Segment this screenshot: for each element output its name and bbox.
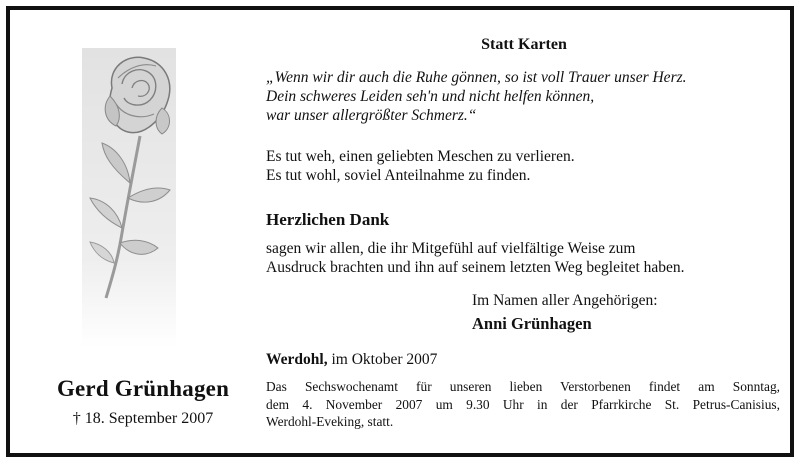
page-title: Statt Karten	[481, 36, 567, 53]
loss-line: Es tut wohl, soviel Anteilnahme zu finden.	[266, 167, 531, 184]
notice-line: Werdohl-Eveking, statt.	[266, 414, 394, 429]
obituary-card	[6, 6, 794, 457]
service-notice	[266, 378, 780, 431]
quote-line: war unser allergrößter Schmerz.“	[266, 107, 477, 124]
loss-paragraph	[266, 147, 786, 185]
memorial-quote	[266, 68, 786, 125]
rose-illustration	[82, 48, 176, 348]
town-name: Werdohl,	[266, 351, 328, 368]
place-date	[266, 351, 437, 369]
quote-line: „Wenn wir dir auch die Ruhe gönnen, so ist voll Trauer unser Herz.	[266, 69, 687, 86]
loss-line: Es tut weh, einen geliebten Meschen zu verlieren.	[266, 148, 575, 165]
thanks-line: Ausdruck brachten und ihn auf seinem letzten Weg begleitet haben.	[266, 259, 685, 276]
thanks-line: sagen wir allen, die ihr Mitgefühl auf vielfältige Weise zum	[266, 240, 636, 257]
signer-name: Anni Grünhagen	[472, 314, 592, 333]
thanks-heading: Herzlichen Dank	[266, 210, 390, 229]
quote-line: Dein schweres Leiden seh'n und nicht helfen können,	[266, 88, 595, 105]
thanks-paragraph	[266, 239, 786, 277]
death-date: † 18. September 2007	[72, 410, 214, 427]
notice-line: Das Sechswochenamt für unseren lieben Verstorbenen findet am Sonntag,	[266, 379, 780, 394]
notice-line: dem 4. November 2007 um 9.30 Uhr in der Pfarrkirche St. Petrus-Canisius,	[266, 396, 780, 412]
announcement-date: im Oktober 2007	[327, 351, 438, 368]
deceased-name: Gerd Grünhagen	[56, 376, 230, 401]
on-behalf-text: Im Namen aller Angehörigen:	[472, 292, 658, 309]
